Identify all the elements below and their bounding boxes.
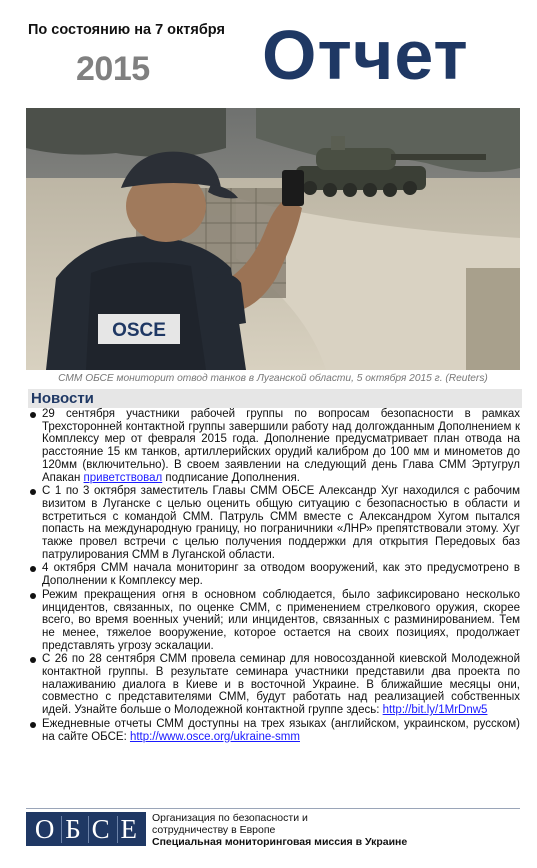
osce-smm-site-link[interactable]: http://www.osce.org/ukraine-smm	[129, 730, 300, 743]
news-list	[28, 408, 520, 744]
news-item-text: 29 сентября участники рабочей группы по вопросам безопасности в рамках Трехсторонней контактной группы завершили работу над долгожданным Дополнением к Комплексу мер от февраля 2015 года. Дополнение предусматривает план отвода на расстояние 15 км танков, артиллерийских орудий калибром до 100 мм и минометов до 120мм (включительно). В своем заявлении на следующий день Глава СММ Эртугрул Апакан	[42, 408, 520, 484]
welcome-statement-link[interactable]: приветствовал	[83, 471, 163, 484]
vest-osce-badge: OSCE	[112, 320, 166, 341]
logo-letter: О	[34, 813, 55, 844]
report-year: 2015	[76, 50, 150, 88]
news-photo	[26, 108, 520, 370]
photo-caption: СММ ОБСЕ мониторит отвод танков в Луганской области, 5 октября 2015 г. (Reuters)	[58, 373, 488, 384]
news-item	[28, 408, 520, 484]
news-item	[28, 653, 520, 717]
photo-illustration	[26, 108, 520, 370]
logo-letter: С	[88, 816, 113, 843]
news-item-text: 4 октября СММ начала мониторинг за отводом вооружений, как это предусмотрено в Дополнении к Комплексу мер.	[42, 562, 520, 588]
news-item-text: С 26 по 28 сентября СММ провела семинар для новосозданной киевской Молодежной контактной группы. В результате семинара участники представили два проекта по налаживанию диалога в Киеве и в восточной Украине. В ближайшие месяцы они, совместно с представителями СММ, будут работать над реализацией собственных идей. Узнайте больше о Молодежной контактной группе здесь:	[42, 653, 520, 717]
news-heading: Новости	[28, 389, 522, 408]
report-date-line: По состоянию на 7 октября	[28, 22, 225, 38]
news-item	[28, 562, 520, 587]
logo-letter: Е	[117, 816, 141, 843]
news-item	[28, 718, 520, 743]
logo-letter: Б	[61, 816, 84, 843]
footer-organization	[152, 812, 407, 848]
news-item	[28, 485, 520, 561]
youth-group-link[interactable]: http://bit.ly/1MrDnw5	[382, 704, 488, 717]
news-item-text: Ежедневные отчеты СММ доступны на трех языках (английском, украинском, русском) на сайте ОБСЕ:	[42, 717, 520, 743]
news-item-text: С 1 по 3 октября заместитель Главы СММ ОБСЕ Александр Хуг находился с рабочим визитом в Луганске с целью оценить общую ситуацию с безопасностью в области и встретиться с командой СММ. Патруль СММ вместе с Александром Хугом пытался попасть на международную границу, но пограничники «ЛНР» препятствовали этому. Хуг также провел встречи с целью получения поддержки для открытия Передовых баз патрулирования СММ в Луганской области.	[42, 485, 520, 561]
report-title: Отчет	[262, 16, 469, 94]
news-item-text: Режим прекращения огня в основном соблюдается, было зафиксировано несколько инцидентов, связанных, по оценке СММ, с применением стрелкового оружия, скорее всего, во время военных учений; или инцидентов, связанных с разминированием. Тем не менее, тяжелое вооружение, которое остается на своих позициях, продолжает представлять угрозу эскалации.	[42, 588, 520, 652]
news-item	[28, 589, 520, 653]
org-name-line1: Организация по безопасности и	[152, 812, 308, 824]
mission-name: Специальная мониторинговая миссия в Украине	[152, 836, 408, 848]
osce-logo	[26, 812, 146, 846]
news-item-text: подписание Дополнения.	[162, 471, 300, 484]
org-name-line2: сотрудничеству в Европе	[152, 824, 276, 836]
footer-divider	[26, 808, 520, 809]
